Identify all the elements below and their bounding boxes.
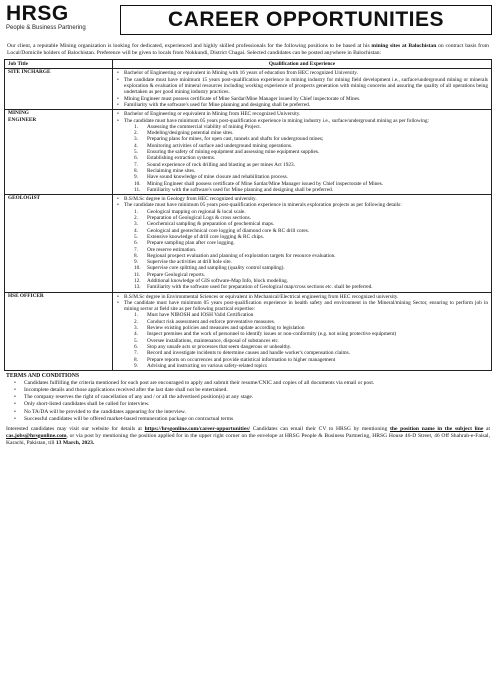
job-title: MINING (8, 110, 29, 117)
duty-text: Establishing extraction systems. (147, 155, 216, 162)
qualification-list (115, 294, 488, 370)
footer-text-1: Interested candidates may visit our website for details at (6, 425, 145, 432)
duty-number: 9. (134, 174, 138, 181)
qualification-list (115, 70, 488, 108)
qualification-item (115, 300, 488, 369)
duty-number: 3. (134, 325, 138, 332)
footer-text-4: , or via post by mentioning the position applied for in the upper right corner on the envelope at HRSG People & Business Partnering, HRSG House 46-D Street, 46 Off Shahrah-e-Faisal, Karachi, Pakistan, till (6, 432, 490, 446)
duty-text: Prepare reports on occurrences and provide statistical information to higher management (147, 356, 336, 363)
qualification-item (115, 77, 488, 96)
duty-number: 1. (134, 312, 138, 319)
duty-number: 1. (134, 123, 138, 130)
duty-number: 9. (134, 362, 138, 369)
duty-text: Must have NIBOSH and IOSH Valid Certification (147, 312, 254, 319)
duty-number: 3. (134, 221, 138, 228)
duty-text: Stop any unsafe acts or processes that seem dangerous or unhealthy. (147, 343, 292, 350)
duty-item (134, 363, 488, 369)
qualification-item (115, 118, 488, 194)
col-qualification: Qualification and Experience (113, 60, 492, 69)
duty-text: Advising and instructing on various safety-related topics (147, 362, 268, 369)
qualification-text: The candidate must have minimum 15 years post-qualification experience in mining industry for mining field development i.e., surface/underground mining or minerals exploration & evaluation of mineral resources including working experience of prospects generation with mining concerns and assuring the quality of all operations being undertaken as per good mining industry practices. (124, 76, 488, 96)
qualification-cell (113, 110, 492, 195)
duties-list (124, 209, 488, 291)
job-row (5, 110, 492, 195)
qualification-item (115, 202, 488, 290)
duty-number: 1. (134, 208, 138, 215)
duty-number: 6. (134, 343, 138, 350)
qualification-text: Mining Engineer must possess certificate of Mine Sardar/Mine Manager issued by Chief inspectorate of Mines. (124, 95, 361, 102)
duty-number: 4. (134, 331, 138, 338)
term-item: • Candidates fulfilling the criteria mentioned for each post are encouraged to apply and submit their resume/CNIC and copies of all documents via email or post. (6, 380, 492, 387)
duty-text: Familiarity with the software used for preparation of Geological map/cross sections etc. shall be preferred. (147, 284, 373, 291)
qualification-item (115, 102, 488, 108)
duty-number: 5. (134, 337, 138, 344)
duty-text: Additional knowledge of GIS software-Map Info, block modeling. (147, 277, 289, 284)
job-title: ENGINEER (8, 116, 37, 123)
terms-heading: TERMS AND CONDITIONS (6, 373, 80, 380)
qualification-text: Bachelor of Engineering or equivalent in Mining from HEC recognized University. (124, 111, 301, 118)
job-title: SITE INCHARGE (8, 69, 51, 76)
job-row (5, 292, 492, 371)
duty-text: Geochemical sampling & preparation of geochemical maps. (147, 221, 275, 228)
duty-text: Supervise the activities at drill hole site. (147, 259, 232, 266)
intro-text-2: on contract basis from Local/Domicile holders of Balochistan. Preference will be given to locals from Nokkundi, District Chagai. Selected candidates can be posted anywhere in Balochistan: (7, 43, 490, 56)
duty-text: Review existing policies and measures and update according to legislation (147, 325, 305, 332)
duty-text: Prepare sampling plan after core logging. (147, 240, 235, 247)
qualification-list (115, 111, 488, 193)
duty-number: 7. (134, 246, 138, 253)
duty-text: Preparation of Geological Logs & cross sections. (147, 215, 252, 222)
intro-bold: mining sites at Balochistan (371, 43, 437, 49)
job-title-cell (5, 195, 113, 292)
duty-text: Sound experience of rock drilling and blasting as per mines Act 1923. (147, 161, 295, 168)
duty-text: Reclaiming mine sites. (147, 167, 196, 174)
duties-list (124, 312, 488, 369)
term-item: • Incomplete details and those applications received after the last date shall not be entertained. (6, 387, 492, 394)
job-row (5, 69, 492, 110)
qualification-text: The candidate must have minimum 05 years post-qualification experience in mining industry i.e., surface/underground mining as per following: (124, 117, 429, 124)
duty-text: Mining Engineer shall possess certificate of Mine Sardar/Mine Manager issued by Chief inspectorate of Mines. (147, 180, 384, 187)
qualification-text: The candidate must have minimum 05 years post-qualification experience in health safety and environment in the Mineral/mining Sector, ensuring to perform job in mining sector at field site as per following practical expertise: (124, 299, 488, 313)
title-box (120, 5, 492, 35)
duty-text: Monitoring activities of surface and underground mining operations. (147, 142, 293, 149)
deadline-date: 13 March, 2023. (55, 439, 95, 446)
duty-number: 9. (134, 259, 138, 266)
duty-text: Oversee installations, maintenance, disposal of substances etc. (147, 337, 280, 344)
duty-number: 4. (134, 142, 138, 149)
duty-text: Conduct risk assessment and enforce preventative measures. (147, 318, 276, 325)
duty-text: Record and investigate incidents to determine causes and handle worker's compensation claims. (147, 350, 351, 357)
duty-text: Extensive knowledge of drill core logging & RC chips. (147, 233, 264, 240)
duty-text: Have sound knowledge of mine closure and rehabilitation process. (147, 174, 289, 181)
duty-number: 7. (134, 350, 138, 357)
duty-number: 4. (134, 227, 138, 234)
term-item: • No TA/DA will be provided to the candidates appearing for the interview. (6, 409, 492, 416)
job-title: GEOLOGIST (8, 195, 41, 202)
duty-number: 2. (134, 318, 138, 325)
duty-text: Assessing the commercial viability of mining Project. (147, 123, 262, 130)
duty-text: Prepare Geological reports. (147, 271, 206, 278)
logo-text: HRSG (6, 2, 69, 25)
duty-number: 11. (134, 271, 141, 278)
jobs-table (4, 59, 492, 371)
duty-text: Supervise core splitting and sampling (quality control sampling). (147, 265, 285, 272)
duty-text: Geological and geotechnical core logging of diamond core & RC drill cores. (147, 227, 310, 234)
footer-paragraph (4, 426, 492, 447)
duty-number: 10. (134, 180, 141, 187)
intro-text-1: Our client, a reputable Mining organization is looking for dedicated, experienced and highly skilled professionals for the following positions to be based at his (7, 43, 372, 49)
term-item: • Only short-listed candidates shall be called for interview. (6, 401, 492, 408)
qualification-cell (113, 69, 492, 110)
intro-paragraph (4, 43, 492, 56)
duty-number: 8. (134, 167, 138, 174)
job-title: HSE OFFICER (8, 292, 44, 299)
duty-item (134, 284, 488, 290)
duty-number: 8. (134, 252, 138, 259)
qualification-text: B.S/M.Sc degree in Environmental Sciences or equivalent in Mechanical/Electrical engineering from HEC recognized university. (124, 293, 399, 300)
duty-number: 10. (134, 265, 141, 272)
duty-number: 3. (134, 136, 138, 143)
job-title-cell (5, 69, 113, 110)
duty-number: 5. (134, 149, 138, 156)
duty-number: 2. (134, 130, 138, 137)
term-item: • The company reserves the right of cancellation of any and / or all the advertised position(s) at any stage. (6, 394, 492, 401)
col-job-title: Job Title (5, 60, 113, 69)
logo-tagline: People & Business Partnering (6, 25, 86, 31)
duty-number: 6. (134, 240, 138, 247)
term-item: • Successful candidates will be offered market-based remuneration package on contractual terms (6, 416, 492, 423)
subject-line-note: the position name in the subject line (389, 425, 484, 432)
company-logo (4, 3, 116, 32)
duty-number: 12. (134, 277, 141, 284)
qualification-text: B.S/M.Sc degree in Geology from HEC recognized university. (124, 196, 257, 203)
duty-number: 13. (134, 284, 141, 291)
duty-text: Inspect premises and the work of personnel to identify issues or non-conformity (e.g. not using protective equipment) (147, 331, 397, 338)
duty-number: 8. (134, 356, 138, 363)
qualification-cell (113, 292, 492, 371)
duties-list (124, 124, 488, 193)
terms-list (4, 380, 492, 423)
job-row (5, 195, 492, 292)
job-rows (5, 69, 492, 371)
duty-number: 7. (134, 161, 138, 168)
table-header-row (5, 60, 492, 69)
qualification-cell (113, 195, 492, 292)
duty-text: Modeling/designing potential mine sites. (147, 130, 234, 137)
job-title-cell (5, 110, 113, 195)
email-link[interactable]: cas.jobs@hrsgonline.com (6, 432, 67, 439)
qualification-list (115, 196, 488, 290)
duty-text: Preparing plans for mines, for open cast, tunnels and shafts for underground mines; (147, 136, 324, 143)
qualification-text: Bachelor of Engineering or equivalent in Mining with 16 years of education from HEC recognized University. (124, 70, 358, 77)
page-title: CAREER OPPORTUNITIES (167, 8, 445, 31)
header (4, 3, 492, 40)
duty-text: Ensuring the safety of mining equipment and assessing mine equipment supplies. (147, 149, 320, 156)
careers-link[interactable]: https://hrsgonline.com/career-opportunities/ (144, 425, 251, 432)
footer-text-3: at (483, 425, 491, 432)
duty-number: 2. (134, 215, 138, 222)
duty-text: Geological mapping on regional & local scale. (147, 208, 246, 215)
duty-text: Regional prospect evaluation and planning of exploration targets for resource evaluation. (147, 252, 336, 259)
qualification-text: Familiarity with the software's used for Mine planning and designing shall be preferred. (124, 101, 311, 108)
duty-text: Familiarity with the software's used for Mine planning and designing shall be preferred. (147, 186, 334, 193)
duty-number: 11. (134, 186, 141, 193)
duty-number: 6. (134, 155, 138, 162)
duty-item (134, 187, 488, 193)
duty-number: 5. (134, 233, 138, 240)
footer-text-2: Candidates can email their CV to HRSG by mentioning (250, 425, 390, 432)
qualification-text: The candidate must have minimum 05 years post-qualification experience in minerals exploration projects as per following details: (124, 202, 402, 209)
duty-text: Ore reserve estimation. (147, 246, 197, 253)
job-title-cell (5, 292, 113, 371)
